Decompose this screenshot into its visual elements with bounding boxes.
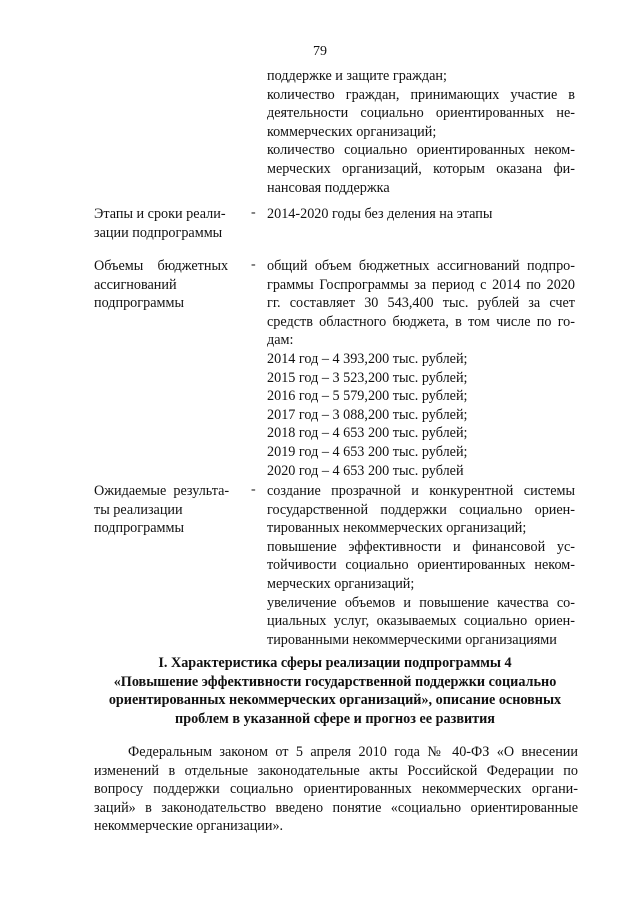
paragraph-line: Федеральным законом от 5 апреля 2010 года № 40-ФЗ «О внесении bbox=[128, 744, 578, 760]
paragraph-line: изменений в отдельные законодательные акты Российской Федерации по bbox=[94, 762, 578, 779]
content-line: мерческих организаций; bbox=[267, 575, 415, 592]
content-line: гг. составляет 30 543,400 тыс. рублей за счет bbox=[267, 295, 575, 312]
content-line: тированных некоммерческих организаций; bbox=[267, 520, 527, 537]
heading-line: ориентированных некоммерческих организаций», описание основных bbox=[108, 692, 562, 709]
top-continuation-block bbox=[267, 67, 575, 197]
content-line: создание прозрачной и конкурентной системы bbox=[267, 483, 575, 499]
content-line: повышение эффективности и финансовой ус- bbox=[267, 538, 575, 555]
row-dash: - bbox=[251, 257, 256, 272]
heading-line: проблем в указанной сфере и прогноз ее развития bbox=[175, 710, 495, 727]
content-line: средств областного бюджета, в том числе по го- bbox=[267, 313, 575, 330]
label-line: ты реализации bbox=[94, 501, 183, 518]
content-line: тированными некоммерческими организациями bbox=[267, 631, 557, 648]
content-line: циальных услуг, оказываемых социально ориен- bbox=[267, 613, 575, 630]
text-line: мерческих организаций, которым оказана фи- bbox=[267, 160, 575, 177]
row-label-budget bbox=[94, 257, 262, 313]
text-line: нансовая поддержка bbox=[267, 179, 390, 196]
budget-year-line: 2016 год – 5 579,200 тыс. рублей; bbox=[267, 388, 468, 405]
budget-year-line: 2019 год – 4 653 200 тыс. рублей; bbox=[267, 443, 468, 460]
content-line: граммы Госпрограммы за период с 2014 по 2020 bbox=[267, 276, 575, 293]
page-number: 79 bbox=[313, 44, 327, 59]
label-line: ассигнований bbox=[94, 276, 177, 293]
content-line: государственной поддержки социально ориен- bbox=[267, 501, 575, 518]
row-content-results bbox=[267, 482, 575, 649]
row-content-stages bbox=[267, 205, 575, 224]
text-line: количество граждан, принимающих участие в bbox=[267, 86, 575, 103]
heading-line: «Повышение эффективности государственной поддержки социально bbox=[113, 673, 557, 690]
budget-year-line: 2018 год – 4 653 200 тыс. рублей; bbox=[267, 425, 468, 442]
paragraph-line: вопросу поддержки социально ориентированных некоммерческих органи- bbox=[94, 781, 578, 798]
row-label-stages bbox=[94, 205, 262, 242]
text-line: поддержке и защите граждан; bbox=[267, 68, 447, 84]
budget-year-line: 2015 год – 3 523,200 тыс. рублей; bbox=[267, 369, 468, 386]
label-line: подпрограммы bbox=[94, 520, 184, 537]
content-line: тойчивости социально ориентированных неком- bbox=[267, 557, 575, 574]
paragraph-line: некоммерческие организации». bbox=[94, 818, 284, 835]
content-line: 2014-2020 годы без деления на этапы bbox=[267, 206, 493, 222]
heading-line: I. Характеристика сферы реализации подпрограммы 4 bbox=[158, 655, 512, 671]
label-line: подпрограммы bbox=[94, 295, 184, 312]
label-line: Объемы бюджетных bbox=[94, 258, 229, 274]
label-line: Этапы и сроки реали- bbox=[94, 206, 226, 222]
text-line: количество социально ориентированных неком- bbox=[267, 142, 575, 159]
budget-year-line: 2014 год – 4 393,200 тыс. рублей; bbox=[267, 350, 468, 367]
row-dash: - bbox=[251, 205, 256, 220]
label-line: Ожидаемые результа- bbox=[94, 483, 230, 499]
text-line: деятельности социально ориентированных не- bbox=[267, 105, 575, 122]
content-line: общий объем бюджетных ассигнований подпро- bbox=[267, 258, 575, 274]
budget-year-line: 2020 год – 4 653 200 тыс. рублей bbox=[267, 462, 464, 479]
row-dash: - bbox=[251, 482, 256, 497]
body-paragraph bbox=[94, 743, 578, 836]
content-line: увеличение объемов и повышение качества со- bbox=[267, 594, 575, 611]
content-line: дам: bbox=[267, 332, 294, 349]
row-content-budget bbox=[267, 257, 575, 480]
paragraph-line: заций» в законодательство введено понятие «социально ориентированные bbox=[94, 799, 578, 816]
budget-year-line: 2017 год – 3 088,200 тыс. рублей; bbox=[267, 406, 468, 423]
section-heading bbox=[90, 654, 580, 728]
text-line: коммерческих организаций; bbox=[267, 123, 437, 140]
label-line: зации подпрограммы bbox=[94, 224, 223, 241]
row-label-results bbox=[94, 482, 262, 538]
